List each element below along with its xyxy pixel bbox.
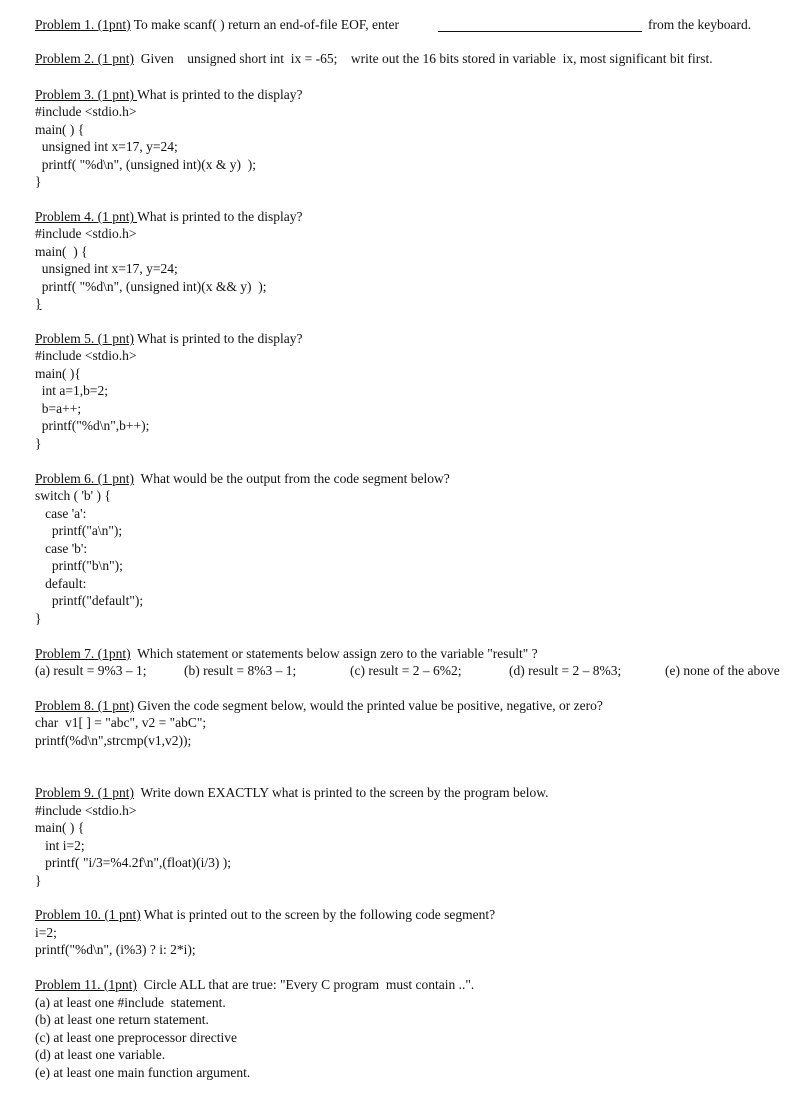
code-line: printf("a\n");: [35, 523, 123, 538]
problem-8: [35, 698, 603, 714]
code-line: }: [35, 296, 42, 311]
code-line: }: [35, 174, 42, 189]
problem-3: [35, 87, 302, 103]
option-a[interactable]: (a) result = 9%3 – 1;: [35, 663, 147, 678]
problem-5-heading: Problem 5. (1 pnt): [35, 331, 134, 346]
code-line: unsigned int x=17, y=24;: [35, 261, 178, 276]
code-line: i=2;: [35, 925, 57, 940]
problem-4-text: What is printed to the display?: [137, 209, 303, 224]
problem-4: [35, 209, 302, 225]
code-line: char v1[ ] = "abc", v2 = "abC";: [35, 715, 207, 730]
option-a[interactable]: (a) at least one #include statement.: [35, 995, 226, 1010]
code-line: printf( "%d\n", (unsigned int)(x && y) );: [35, 279, 267, 294]
code-line: #include <stdio.h>: [35, 104, 137, 119]
code-line: #include <stdio.h>: [35, 226, 137, 241]
code-line: switch ( 'b' ) {: [35, 488, 111, 503]
code-line: }: [35, 611, 42, 626]
code-line: main( ){: [35, 366, 81, 381]
code-line: printf(%d\n",strcmp(v1,v2));: [35, 733, 192, 748]
problem-7-heading: Problem 7. (1pnt): [35, 646, 131, 661]
code-line: printf("%d\n",b++);: [35, 418, 150, 433]
problem-11-heading: Problem 11. (1pnt): [35, 977, 137, 992]
code-line: int i=2;: [35, 838, 85, 853]
code-line: printf("default");: [35, 593, 144, 608]
option-b[interactable]: (b) at least one return statement.: [35, 1012, 209, 1027]
code-line: printf("b\n");: [35, 558, 123, 573]
code-line: unsigned int x=17, y=24;: [35, 139, 178, 154]
problem-2: [35, 51, 713, 67]
option-e[interactable]: (e) none of the above: [665, 663, 780, 678]
option-c[interactable]: (c) result = 2 – 6%2;: [350, 663, 462, 678]
code-line: printf("%d\n", (i%3) ? i: 2*i);: [35, 942, 196, 957]
problem-5-text: What is printed to the display?: [134, 331, 303, 346]
problem-3-text: What is printed to the display?: [137, 87, 303, 102]
problem-9-heading: Problem 9. (1 pnt): [35, 785, 134, 800]
code-line: }: [35, 873, 42, 888]
code-line: main( ) {: [35, 244, 88, 259]
problem-10: [35, 907, 495, 923]
answer-blank[interactable]: [438, 31, 642, 32]
option-c[interactable]: (c) at least one preprocessor directive: [35, 1030, 238, 1045]
option-b[interactable]: (b) result = 8%3 – 1;: [184, 663, 297, 678]
problem-5: [35, 331, 302, 347]
option-d[interactable]: (d) result = 2 – 8%3;: [509, 663, 622, 678]
option-d[interactable]: (d) at least one variable.: [35, 1047, 166, 1062]
problem-1-tail: from the keyboard.: [648, 17, 752, 32]
problem-11: [35, 977, 474, 993]
problem-9-text: Write down EXACTLY what is printed to the screen by the program below.: [134, 785, 549, 800]
code-line: printf( "%d\n", (unsigned int)(x & y) );: [35, 157, 256, 172]
problem-1-text: To make scanf( ) return an end-of-file EOF, enter: [130, 17, 399, 32]
problem-10-text: What is printed out to the screen by the following code segment?: [140, 907, 496, 922]
problem-9: [35, 785, 549, 801]
problem-6: [35, 471, 450, 487]
problem-6-text: What would be the output from the code segment below?: [134, 471, 450, 486]
problem-7-text: Which statement or statements below assign zero to the variable "result" ?: [130, 646, 538, 661]
code-line: #include <stdio.h>: [35, 803, 137, 818]
problem-2-heading: Problem 2. (1 pnt): [35, 51, 134, 66]
option-e[interactable]: (e) at least one main function argument.: [35, 1065, 251, 1080]
code-line: #include <stdio.h>: [35, 348, 137, 363]
problem-8-text: Given the code segment below, would the printed value be positive, negative, or zero?: [134, 698, 603, 713]
problem-7: [35, 646, 538, 662]
code-line: case 'b':: [35, 541, 88, 556]
problem-1-heading: Problem 1. (1pnt): [35, 17, 131, 32]
problem-1: [35, 17, 399, 33]
code-line: }: [35, 436, 42, 451]
code-line: main( ) {: [35, 820, 85, 835]
code-line: b=a++;: [35, 401, 82, 416]
code-line: printf( "i/3=%4.2f\n",(float)(i/3) );: [35, 855, 231, 870]
problem-6-heading: Problem 6. (1 pnt): [35, 471, 134, 486]
problem-10-heading: Problem 10. (1 pnt): [35, 907, 141, 922]
problem-8-heading: Problem 8. (1 pnt): [35, 698, 134, 713]
code-line: case 'a':: [35, 506, 87, 521]
code-line: main( ) {: [35, 122, 85, 137]
problem-11-text: Circle ALL that are true: "Every C program must contain ..".: [136, 977, 475, 992]
problem-3-heading: Problem 3. (1 pnt): [35, 87, 138, 102]
code-line: int a=1,b=2;: [35, 383, 108, 398]
problem-2-text: Given unsigned short int ix = -65; write out the 16 bits stored in variable ix, most significant bit first.: [134, 51, 713, 66]
code-line: default:: [35, 576, 87, 591]
problem-4-heading: Problem 4. (1 pnt): [35, 209, 138, 224]
